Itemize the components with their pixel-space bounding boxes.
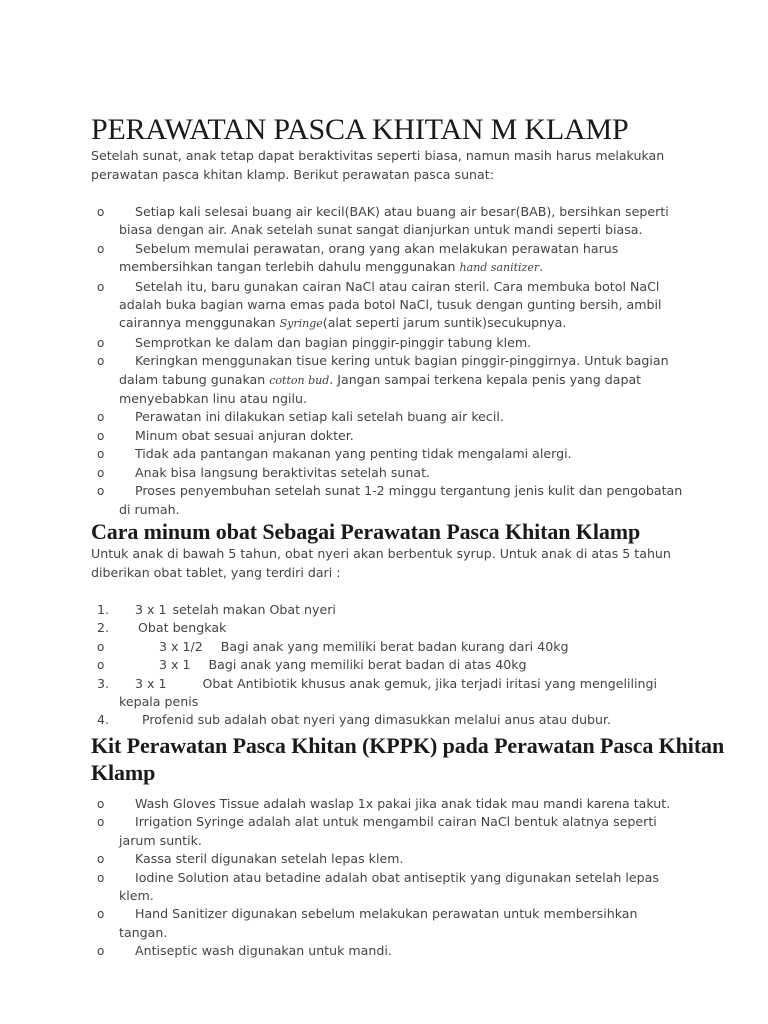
list-item — [0, 334, 768, 352]
list-item — [0, 638, 768, 656]
list-item — [0, 619, 768, 637]
list-item — [0, 711, 768, 729]
list-item — [0, 869, 768, 906]
list-item — [0, 942, 768, 960]
list-item-text: Obat Antibiotik khusus anak gemuk, jika terjadi iritasi yang mengelilingi kepala penis — [119, 675, 658, 710]
list-item-text-tail: . — [539, 259, 544, 275]
list-item-text: Kassa steril digunakan setelah lepas klem. — [135, 851, 404, 867]
list-item-text: Keringkan menggunakan tisue kering untuk bagian pinggir-pinggirnya. Untuk bagian dalam tabung gunakan — [119, 353, 669, 387]
list-item — [0, 601, 768, 619]
number-marker: 3. — [97, 675, 110, 691]
intro-paragraph: Setelah sunat, anak tetap dapat beraktivitas seperti biasa, namun masih harus melakukan perawatan pasca khitan klamp. Berikut perawatan pasca sunat: — [91, 148, 665, 182]
dose-text: 3 x 1 — [135, 675, 167, 691]
bullet-marker: o — [97, 241, 105, 256]
number-marker: 2. — [97, 620, 110, 636]
bullet-marker: o — [97, 852, 105, 867]
list-item — [0, 408, 768, 426]
list-item-text: Iodine Solution atau betadine adalah obat antiseptik yang digunakan setelah lepas klem. — [119, 869, 659, 904]
list-item-text-tail: (alat seperti jarum suntik)secukupnya. — [322, 315, 567, 331]
bullet-marker: o — [97, 354, 105, 369]
dose-text: 3 x 1/2 — [159, 638, 203, 654]
list-item-text: Perawatan ini dilakukan setiap kali setelah buang air kecil. — [135, 409, 504, 425]
list-item-text: Setelah itu, baru gunakan cairan NaCl atau cairan steril. Cara membuka botol NaCl adalah buka bagian warna emas pada botol NaCl, tusuk dengan gunting bersih, ambil cairannya menggunakan — [119, 278, 662, 331]
list-item — [0, 905, 768, 942]
list-item-text: Profenid sub adalah obat nyeri yang dimasukkan melalui anus atau dubur. — [142, 712, 612, 728]
list-item-text: Minum obat sesuai anjuran dokter. — [135, 427, 354, 443]
emphasized-term: hand sanitizer — [459, 261, 540, 275]
list-item — [0, 464, 768, 482]
medication-intro: Untuk anak di bawah 5 tahun, obat nyeri akan berbentuk syrup. Untuk anak di atas 5 tahun diberikan obat tablet, yang terdiri dari : — [91, 546, 671, 580]
bullet-marker: o — [97, 797, 105, 811]
list-item-text: Sebelum memulai perawatan, orang yang akan melakukan perawatan harus membersihkan tangan terlebih dahulu menggunakan — [119, 240, 619, 275]
dose-text: 3 x 1 — [135, 602, 167, 617]
list-item — [0, 850, 768, 868]
bullet-marker: o — [97, 658, 105, 673]
bullet-marker: o — [97, 279, 105, 294]
bullet-marker: o — [97, 907, 105, 922]
list-item-text: Anak bisa langsung beraktivitas setelah sunat. — [135, 464, 431, 480]
list-item — [0, 352, 768, 408]
medication-list — [0, 601, 768, 730]
section-heading-kit: Kit Perawatan Pasca Khitan (KPPK) pada Perawatan Pasca Khitan Klamp — [91, 733, 725, 785]
bullet-marker: o — [97, 465, 105, 480]
list-item — [0, 675, 768, 712]
page-title: PERAWATAN PASCA KHITAN M KLAMP — [91, 113, 629, 146]
list-item — [0, 240, 768, 278]
list-item — [0, 427, 768, 445]
list-item-text: Wash Gloves Tissue adalah waslap 1x pakai jika anak tidak mau mandi karena takut. — [135, 796, 671, 811]
care-list — [0, 203, 768, 519]
list-item-text: Hand Sanitizer digunakan sebelum melakukan perawatan untuk membersihkan tangan. — [119, 906, 638, 940]
bullet-marker: o — [97, 870, 105, 885]
list-item — [0, 278, 768, 334]
list-item-text: Proses penyembuhan setelah sunat 1-2 minggu tergantung jenis kulit dan pengobatan di rumah. — [119, 483, 683, 517]
list-item — [0, 203, 768, 240]
list-item-text: Obat bengkak — [138, 620, 227, 636]
bullet-marker: o — [97, 447, 105, 462]
list-item-text: Bagi anak yang memiliki berat badan di atas 40kg — [208, 657, 527, 673]
bullet-marker: o — [97, 815, 105, 830]
list-item-text-tail: . Jangan sampai terkena kepala penis yang dapat menyebabkan linu atau ngilu. — [119, 371, 642, 407]
bullet-marker: o — [97, 205, 105, 219]
kit-list — [0, 795, 768, 961]
bullet-marker: o — [97, 484, 105, 499]
section-heading-medication: Cara minum obat Sebagai Perawatan Pasca Khitan Klamp — [91, 519, 641, 544]
list-item — [0, 445, 768, 463]
list-item-text: Irrigation Syringe adalah alat untuk mengambil cairan NaCl bentuk alatnya seperti jarum suntik. — [119, 814, 657, 848]
list-item — [0, 795, 768, 813]
list-item-text: Tidak ada pantangan makanan yang penting tidak mengalami alergi. — [135, 446, 572, 462]
bullet-marker: o — [97, 410, 105, 425]
bullet-marker: o — [97, 944, 105, 959]
list-item-text: Setiap kali selesai buang air kecil(BAK) atau buang air besar(BAB), bersihkan seperti biasa dengan air. Anak setelah sunat sangat dianjurkan untuk mandi seperti biasa. — [119, 204, 669, 238]
list-item-text: Antiseptic wash digunakan untuk mandi. — [135, 943, 392, 959]
number-marker: 4. — [97, 712, 110, 728]
list-item — [0, 813, 768, 850]
list-item-text: Bagi anak yang memiliki berat badan kurang dari 40kg — [220, 638, 569, 654]
emphasized-term: cotton bud — [269, 373, 330, 387]
dose-text: 3 x 1 — [159, 657, 191, 673]
list-item-text: Semprotkan ke dalam dan bagian pinggir-pinggir tabung klem. — [135, 334, 532, 350]
bullet-marker: o — [97, 639, 105, 654]
bullet-marker: o — [97, 428, 105, 443]
number-marker: 1. — [97, 602, 110, 617]
list-item-text: setelah makan Obat nyeri — [172, 602, 336, 617]
list-item — [0, 656, 768, 674]
bullet-marker: o — [97, 335, 105, 350]
list-item — [0, 482, 768, 519]
emphasized-term: Syringe — [279, 317, 323, 331]
